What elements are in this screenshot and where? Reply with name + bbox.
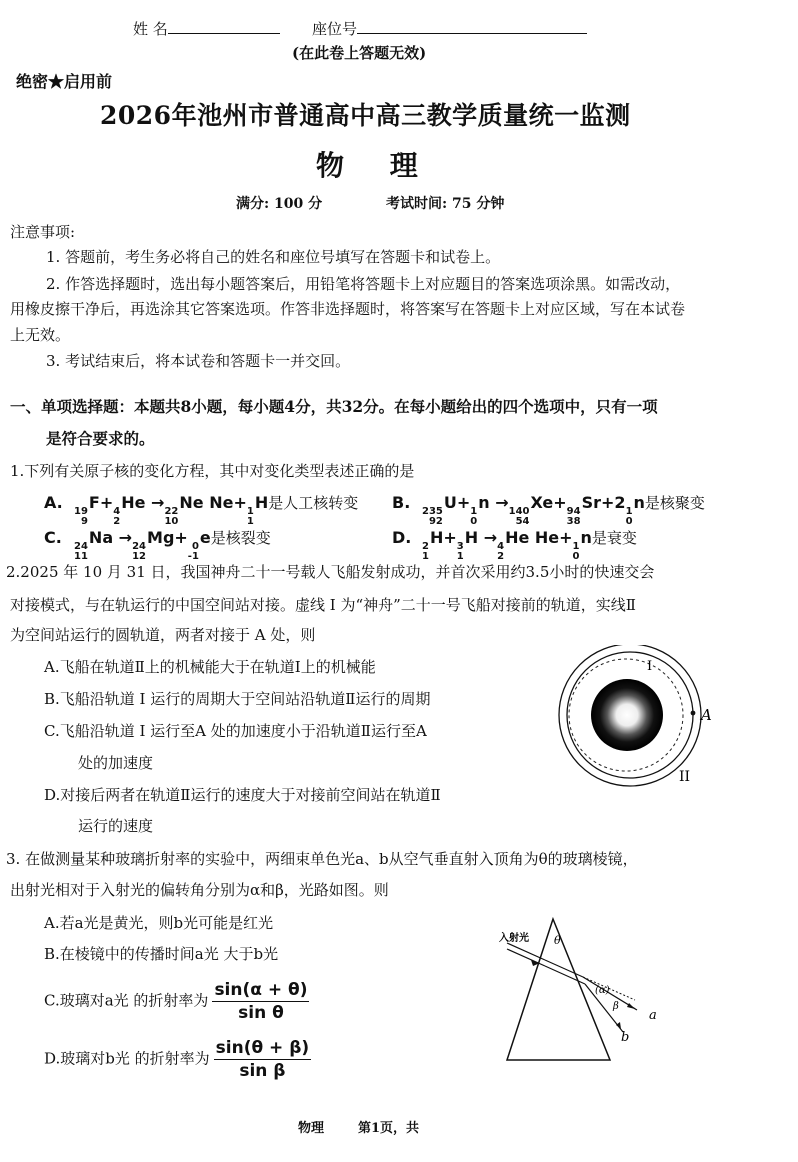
- theta-label: θ: [554, 934, 561, 947]
- q3-option-a: A.若a光是黄光，则b光可能是红光: [44, 914, 274, 932]
- prism-figure: [485, 915, 675, 1065]
- q3-option-b: B.在棱镜中的传播时间a光 大于b光: [44, 945, 279, 963]
- seat-label: 座位号: [312, 20, 358, 38]
- seat-blank: [357, 19, 587, 34]
- orbit-i-label: I: [647, 659, 653, 674]
- q3-option-d: D.玻璃对b光 的折射率为 $\frac{\sin(\theta + \beta)}{\text{sin β}}$: [44, 1038, 310, 1081]
- footer-subject: 物理: [298, 1121, 325, 1136]
- note-2: 2. 作答选择题时，选出每小题答案后，用铅笔将答题卡上对应题目的答案选项涂黑。如需改动，: [46, 275, 681, 293]
- seat-field: [312, 18, 587, 39]
- ray-b-label: b: [621, 1030, 630, 1045]
- exit-arrow-b: [616, 1022, 621, 1029]
- q2-option-b: B.飞船沿轨道 I 运行的周期大于空间站沿轨道Ⅱ运行的周期: [44, 690, 431, 708]
- page-title: 2026年池州市普通高中高三教学质量统一监测: [100, 101, 631, 130]
- q1-option-a: A. 19 9 F+ 4 2 He → 22 10 Ne Ne+ 1 1 H是人工核转变: [44, 493, 359, 527]
- q2-option-a: A.飞船在轨道Ⅱ上的机械能大于在轨道I上的机械能: [44, 658, 376, 676]
- q2-option-d-cont: 运行的速度: [78, 817, 154, 835]
- name-blank: [168, 19, 280, 34]
- q2-option-c: C.飞船沿轨道 I 运行至A 处的加速度小于沿轨道Ⅱ运行至A: [44, 722, 427, 740]
- note-3: 3. 考试结束后，将本试卷和答题卡一并交回。: [46, 352, 351, 370]
- q2-option-c-cont: 处的加速度: [78, 754, 154, 772]
- incident-label: 入射光: [499, 933, 529, 944]
- name-field: [133, 18, 280, 39]
- earth: [591, 679, 663, 751]
- invalid-note: (在此卷上答题无效): [292, 44, 427, 62]
- q1-stem: 1.下列有关原子核的变化方程，其中对变化类型表述正确的是: [10, 462, 415, 480]
- q2-stem-1: 2.2025 年 10 月 31 日，我国神舟二十一号载人飞船发射成功，并首次采用约3.5小时的快速交会: [6, 563, 655, 581]
- orbit-figure: [555, 645, 725, 790]
- q1-option-c: C. 24 11 Na → 24 12 Mg+ 0 -1 e是核裂变: [44, 528, 271, 562]
- footer-page: 第1页，共: [358, 1121, 420, 1136]
- section-heading: 一、单项选择题：本题共8小题，每小题4分，共32分。在每小题给出的四个选项中，只有一项: [10, 397, 658, 416]
- orbit-ii-label: II: [679, 769, 691, 785]
- exit-arrow-a: [627, 1003, 635, 1009]
- q2-stem-2: 对接模式，与在轨运行的中国空间站对接。虚线 I 为“神舟”二十一号飞船对接前的轨道，实线Ⅱ: [10, 596, 636, 614]
- name-label: 姓 名: [133, 20, 168, 38]
- q2-stem-3: 为空间站运行的圆轨道，两者对接于 A 处，则: [10, 626, 316, 644]
- q3-stem-1: 3. 在做测量某种玻璃折射率的实验中，两细束单色光a、b从空气垂直射入顶角为θ的玻璃棱镜，: [6, 850, 638, 868]
- note-2-cont: 用橡皮擦干净后，再选涂其它答案选项。作答非选择题时，将答案写在答题卡上对应区域，写在本试卷: [10, 300, 686, 318]
- alpha-label: (α): [595, 985, 610, 996]
- subject-title: 物 理: [316, 149, 436, 182]
- q1-option-d: D. 2 1 H+ 3 1 H → 4 2 He He+ 1 0 n是衰变: [392, 528, 637, 562]
- formula-d: $\frac{\sin(\theta + \beta)}{\text{sin β}}$: [215, 1038, 310, 1081]
- point-a-label: A: [701, 706, 712, 724]
- beta-label: β: [613, 1001, 619, 1012]
- notes-heading: 注意事项:: [10, 223, 76, 241]
- note-2-end: 上无效。: [10, 326, 71, 344]
- formula-c: $\frac{\sin(\alpha + \theta)}{\text{sin θ}}$: [214, 980, 308, 1023]
- ray-a-label: a: [649, 1008, 657, 1023]
- docking-point: [691, 711, 696, 716]
- secret-mark: 绝密★启用前: [16, 72, 113, 91]
- q3-stem-2: 出射光相对于入射光的偏转角分别为α和β，光路如图。则: [10, 881, 389, 899]
- q1-option-b: B. 235 92 U+ 1 0 n → 140 54 Xe+ 94 38 Sr+2 1 0 n是核聚变: [392, 493, 705, 527]
- note-1: 1. 答题前，考生务必将自己的姓名和座位号填写在答题卡和试卷上。: [46, 248, 501, 266]
- full-score: 满分: 100 分: [236, 196, 323, 212]
- q2-option-d: D.对接后两者在轨道Ⅱ运行的速度大于对接前空间站在轨道Ⅱ: [44, 786, 441, 804]
- section-heading-cont: 是符合要求的。: [46, 429, 155, 448]
- exam-time: 考试时间: 75 分钟: [386, 196, 505, 212]
- q3-option-c: C.玻璃对a光 的折射率为 $\frac{\sin(\alpha + \theta)}{\text{sin θ}}$: [44, 980, 308, 1023]
